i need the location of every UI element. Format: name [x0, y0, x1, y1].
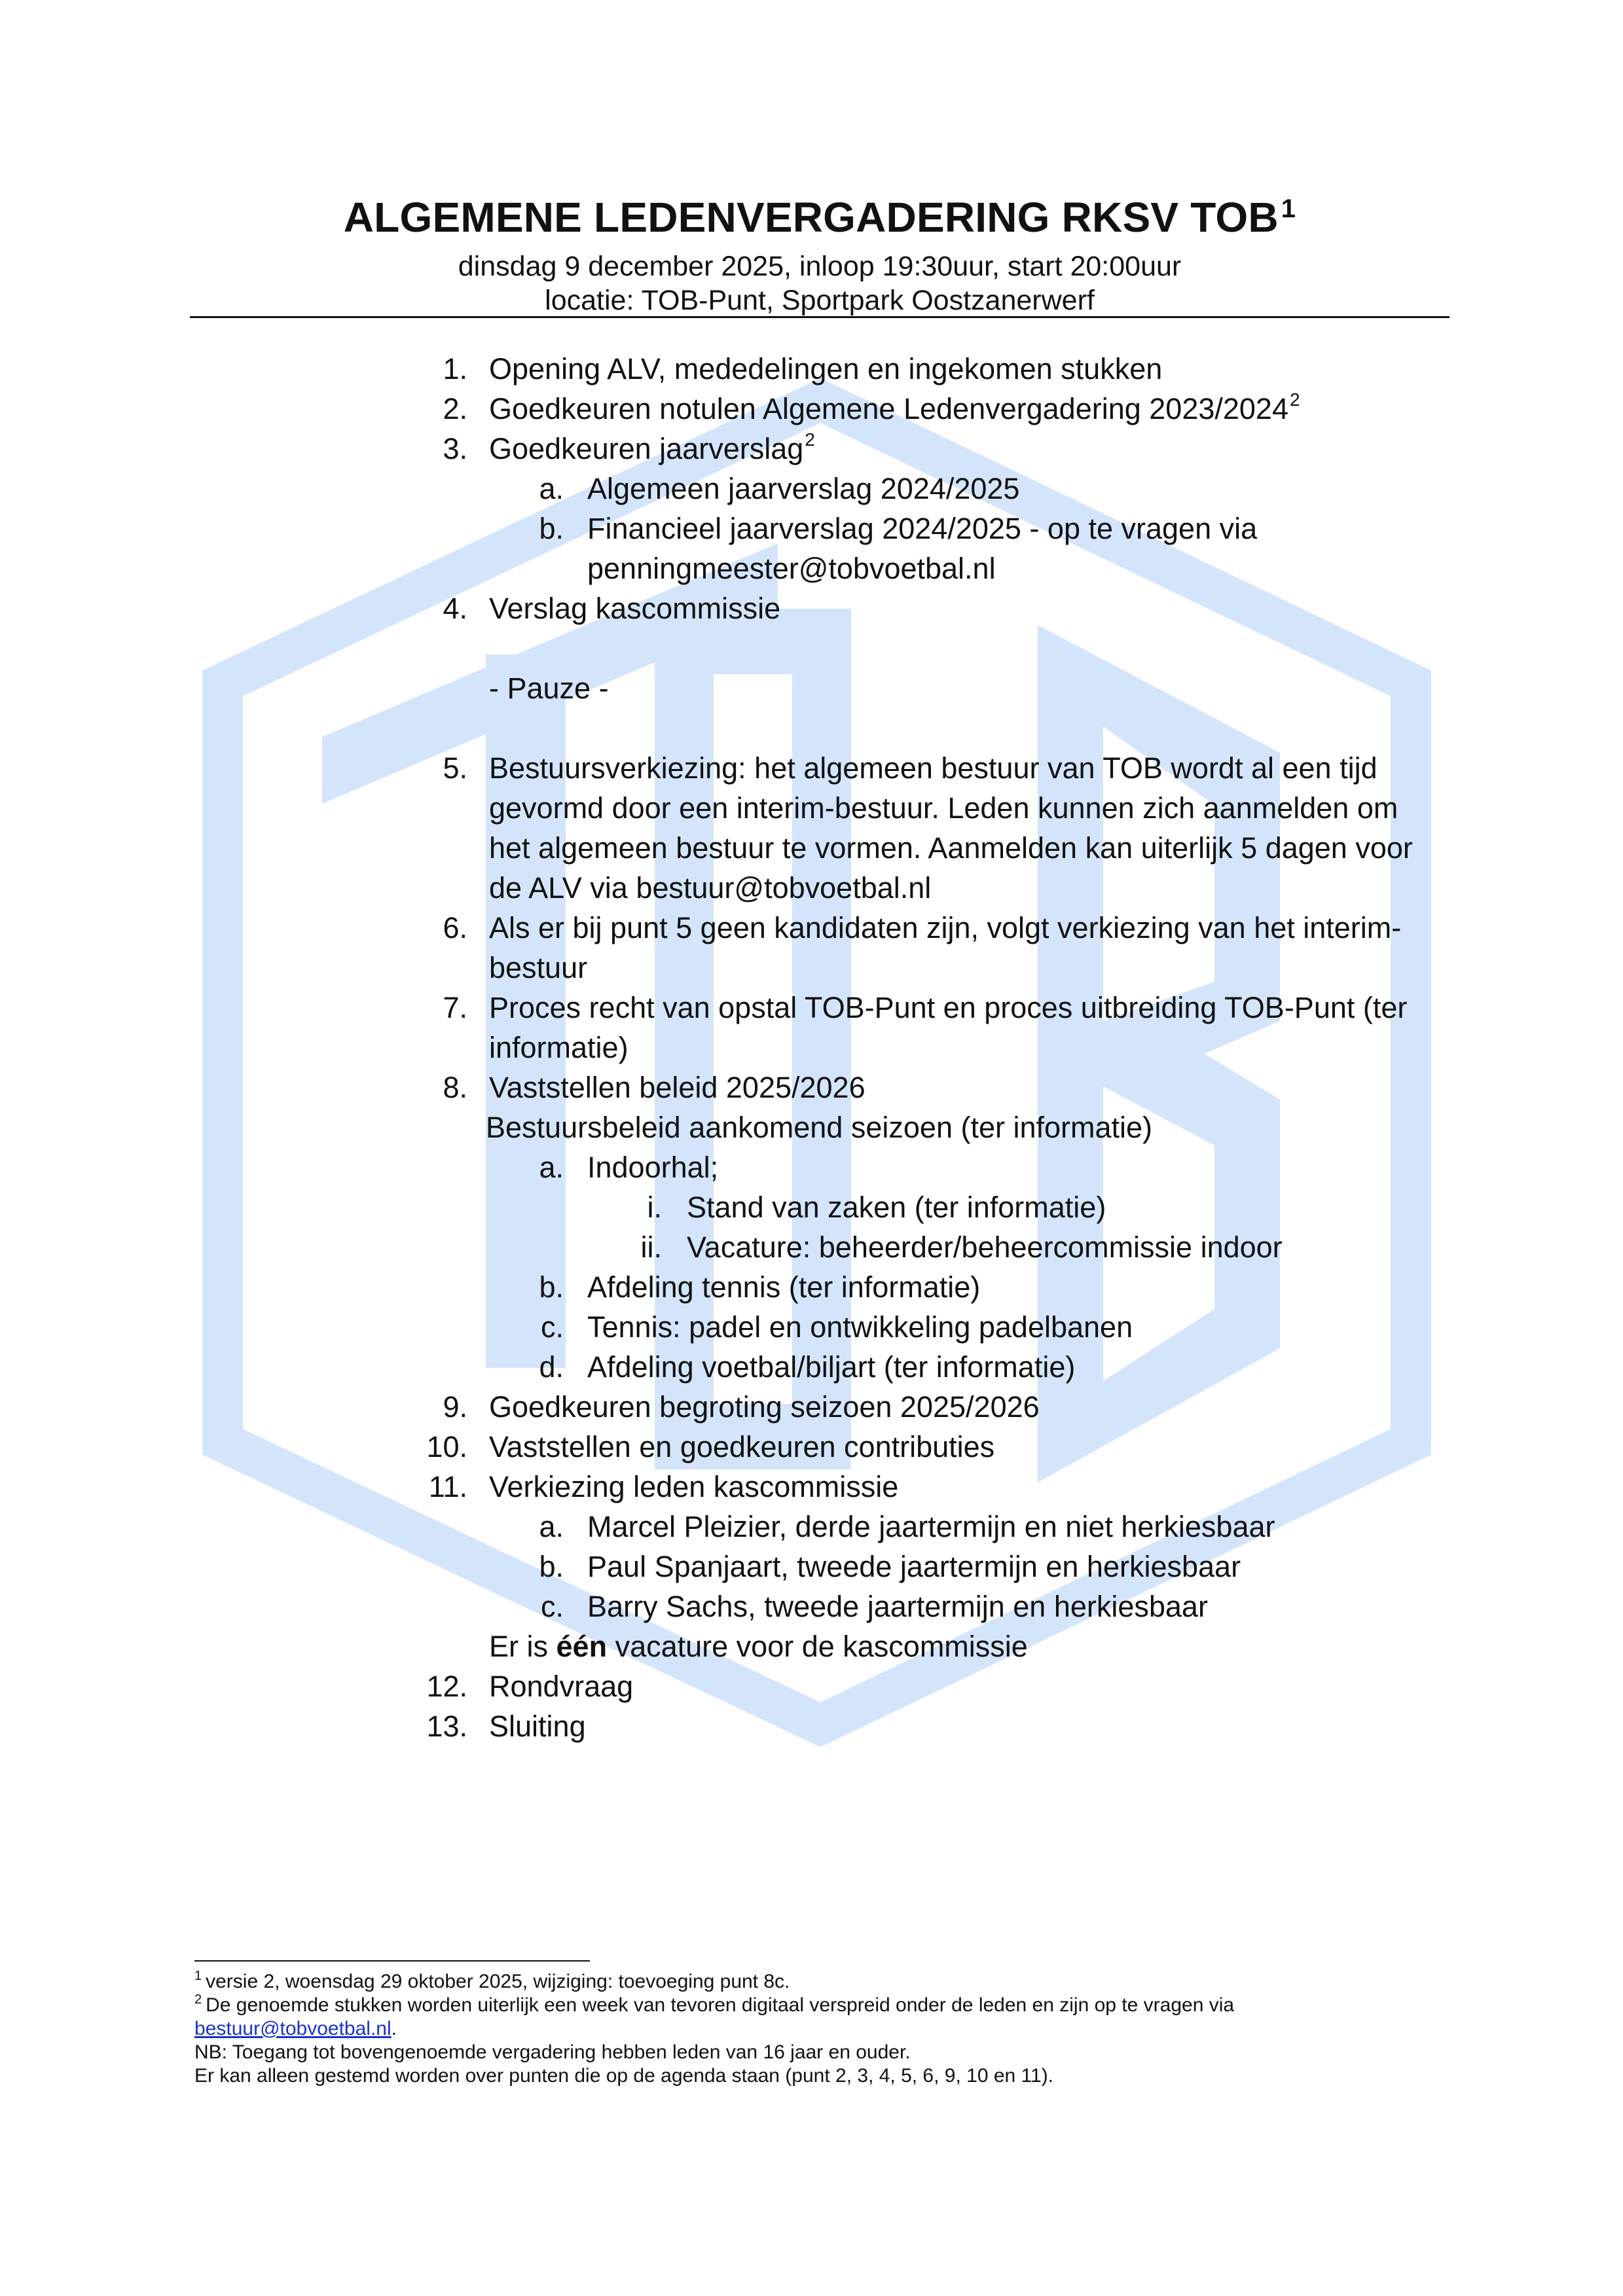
footnotes — [194, 1970, 1438, 2088]
item-text: Verkiezing leden kascommissie — [489, 1470, 899, 1503]
item-number: 13. — [426, 1710, 467, 1743]
item-number: 4. — [443, 592, 467, 625]
item-number: i. — [647, 1191, 662, 1224]
item-text: Vaststellen en goedkeuren contributies — [489, 1430, 995, 1463]
agenda-subitem-8a — [0, 1147, 1623, 1187]
item-text-wrap — [489, 389, 1300, 433]
item-text: Algemeen jaarverslag 2024/2025 — [587, 472, 1020, 505]
agenda-item-9 — [0, 1387, 1623, 1427]
footnote-mark: 2 — [1289, 389, 1300, 410]
bestuur-email-link[interactable]: bestuur@tobvoetbal.nl — [194, 2018, 392, 2039]
footnote-mark: 2 — [805, 429, 815, 450]
agenda-subitem-8b — [0, 1267, 1623, 1307]
item-number: a. — [539, 1510, 564, 1543]
item-text: Bestuursverkiezing: het algemeen bestuur van TOB wordt al een tijd — [489, 751, 1377, 785]
agenda-subitem-3b — [0, 509, 1623, 548]
footnote-2-cont — [194, 2017, 1438, 2041]
agenda-subitem-11a — [0, 1507, 1623, 1547]
agenda-item-5-cont — [0, 788, 1623, 828]
agenda-item-12 — [0, 1666, 1623, 1706]
agenda-item-10 — [0, 1427, 1623, 1467]
item-number: 7. — [443, 991, 467, 1024]
pause-text: - Pauze - — [489, 672, 609, 705]
note-pre: Er is — [489, 1630, 556, 1663]
footnote-1 — [194, 1970, 1438, 1994]
item-number: b. — [539, 1270, 564, 1304]
agenda-subitem-11b — [0, 1547, 1623, 1587]
item-text: informatie) — [489, 1031, 629, 1064]
note-age: NB: Toegang tot bovengenoemde vergadering hebben leden van 16 jaar en ouder. — [194, 2041, 911, 2063]
agenda-item-1 — [0, 349, 1623, 389]
item-text: Barry Sachs, tweede jaartermijn en herkiesbaar — [587, 1590, 1208, 1623]
agenda-item-13 — [0, 1706, 1623, 1746]
item-text: Afdeling tennis (ter informatie) — [587, 1270, 981, 1304]
item-number: b. — [539, 1550, 564, 1583]
item-text: Goedkeuren begroting seizoen 2025/2026 — [489, 1390, 1040, 1424]
item-number: 9. — [443, 1390, 467, 1424]
note-voting: Er kan alleen gestemd worden over punten die op de agenda staan (punt 2, 3, 4, 5, 6, 9, 10 en 11). — [194, 2065, 1054, 2087]
agenda-item-8 — [0, 1067, 1623, 1107]
agenda-subitem-8a-ii — [0, 1227, 1623, 1267]
vacancy-note — [489, 1626, 1028, 1666]
item-text: Tennis: padel en ontwikkeling padelbanen — [587, 1310, 1133, 1344]
item-number: d. — [539, 1350, 564, 1384]
header-divider — [190, 316, 1450, 318]
item-number: b. — [539, 512, 564, 545]
agenda-item-2 — [0, 389, 1623, 429]
footnote-mark: 2 — [194, 1992, 202, 2007]
note-bold: één — [556, 1630, 608, 1663]
item-text: Afdeling voetbal/biljart (ter informatie) — [587, 1350, 1076, 1384]
item-text: Vacature: beheerder/beheercommissie indoor — [687, 1230, 1283, 1264]
agenda-item-7-cont — [0, 1028, 1623, 1067]
item-text: Als er bij punt 5 geen kandidaten zijn, volgt verkiezing van het interim- — [489, 911, 1402, 944]
item-text: Rondvraag — [489, 1670, 634, 1703]
item-number: 11. — [428, 1470, 467, 1503]
item-number: 3. — [443, 432, 467, 465]
item-number: 10. — [426, 1430, 467, 1463]
agenda-item-6-cont — [0, 948, 1623, 988]
item-number: a. — [539, 472, 564, 505]
item-number: 2. — [443, 392, 467, 425]
footnote-text: De genoemde stukken worden uiterlijk een week van tevoren digitaal verspreid onder de leden en zijn op te vragen via — [206, 1994, 1235, 2016]
item-text: Vaststellen beleid 2025/2026 — [489, 1071, 866, 1104]
agenda-subitem-8d — [0, 1347, 1623, 1387]
item-number: a. — [539, 1151, 564, 1184]
agenda-item-11 — [0, 1467, 1623, 1507]
item-text: het algemeen bestuur te vormen. Aanmelden kan uiterlijk 5 dagen voor — [489, 831, 1413, 865]
agenda-item-5 — [0, 748, 1623, 788]
item-text: Marcel Pleizier, derde jaartermijn en niet herkiesbaar — [587, 1510, 1275, 1543]
item-text: Goedkeuren jaarverslag — [489, 432, 804, 465]
item-text: bestuur — [489, 951, 588, 984]
footnote-text: versie 2, woensdag 29 oktober 2025, wijziging: toevoeging punt 8c. — [206, 1971, 790, 1992]
agenda-item-5-cont — [0, 868, 1623, 908]
item-text: Sluiting — [489, 1710, 586, 1743]
item-number: c. — [540, 1310, 564, 1344]
item-number: 6. — [443, 911, 467, 944]
agenda-subitem-3a — [0, 469, 1623, 509]
item-text-wrap — [489, 429, 815, 473]
meeting-location-line: locatie: TOB-Punt, Sportpark Oostzanerwerf — [545, 285, 1095, 316]
item-text: Bestuursbeleid aankomend seizoen (ter informatie) — [486, 1111, 1153, 1144]
footnote-punct: . — [391, 2018, 397, 2039]
footnote-mark: 1 — [194, 1969, 202, 1983]
item-number: 1. — [443, 352, 467, 386]
item-number: c. — [540, 1590, 564, 1623]
footnote-divider — [194, 1960, 590, 1962]
agenda-subitem-8c — [0, 1307, 1623, 1347]
title-footnote-mark: 1 — [1281, 194, 1296, 223]
agenda-item-4 — [0, 588, 1623, 628]
item-number: 8. — [443, 1071, 467, 1104]
meeting-date-line: dinsdag 9 december 2025, inloop 19:30uur, start 20:00uur — [458, 251, 1182, 282]
agenda-subitem-8a-i — [0, 1187, 1623, 1227]
item-text: Verslag kascommissie — [489, 592, 781, 625]
item-text: Proces recht van opstal TOB-Punt en proces uitbreiding TOB-Punt (ter — [489, 991, 1408, 1024]
item-text: Indoorhal; — [587, 1151, 719, 1184]
item-text: Goedkeuren notulen Algemene Ledenvergadering 2023/2024 — [489, 392, 1288, 425]
document-title — [190, 191, 1450, 249]
agenda-item-8-sub — [0, 1107, 1623, 1147]
item-number: 5. — [443, 751, 467, 785]
agenda-item-5-cont — [0, 828, 1623, 868]
agenda-item-11-note — [0, 1626, 1623, 1666]
agenda-item-6 — [0, 908, 1623, 948]
item-text: penningmeester@tobvoetbal.nl — [587, 552, 996, 585]
document-header — [190, 191, 1450, 317]
agenda-subitem-3b-cont — [0, 548, 1623, 588]
agenda-subitem-11c — [0, 1587, 1623, 1626]
pause-line — [0, 668, 1623, 708]
item-number: 12. — [426, 1670, 467, 1703]
item-text: gevormd door een interim-bestuur. Leden kunnen zich aanmelden om — [489, 791, 1398, 825]
footnote-2 — [194, 1994, 1438, 2017]
item-text: Opening ALV, mededelingen en ingekomen stukken — [489, 352, 1163, 386]
item-text: Stand van zaken (ter informatie) — [687, 1191, 1106, 1224]
title-text: ALGEMENE LEDENVERGADERING RKSV TOB — [343, 194, 1279, 241]
agenda-item-3 — [0, 429, 1623, 469]
item-text: Paul Spanjaart, tweede jaartermijn en herkiesbaar — [587, 1550, 1241, 1583]
agenda-item-7 — [0, 988, 1623, 1028]
item-text: Financieel jaarverslag 2024/2025 - op te vragen via — [587, 512, 1258, 545]
item-text: de ALV via bestuur@tobvoetbal.nl — [489, 871, 932, 905]
item-number: ii. — [640, 1230, 662, 1264]
note-post: vacature voor de kascommissie — [607, 1630, 1028, 1663]
